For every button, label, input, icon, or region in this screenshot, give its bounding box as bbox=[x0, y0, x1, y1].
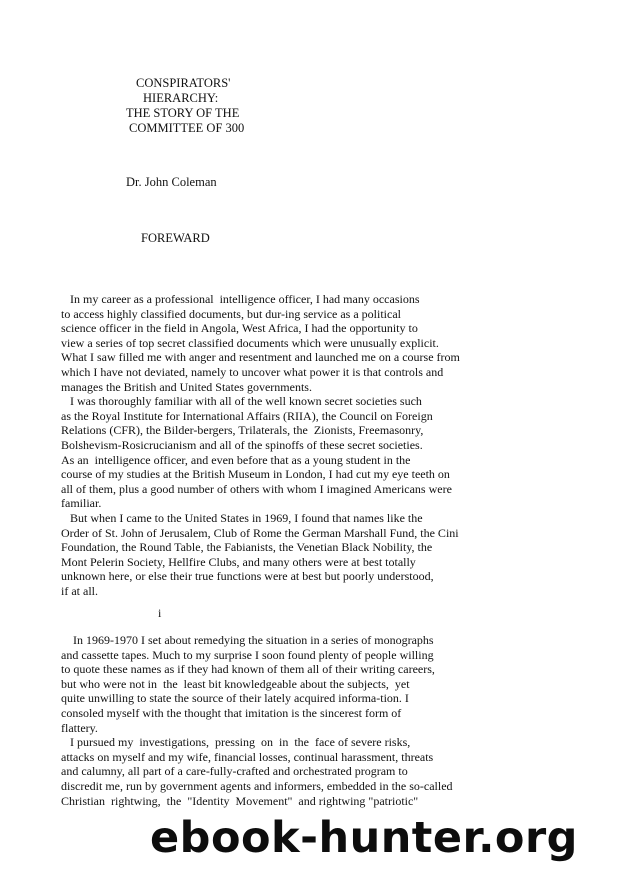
text-line: which I have not deviated, namely to uncover what power it is that controls and bbox=[61, 364, 444, 379]
text-line: quite unwilling to state the source of their lately acquired informa-tion. I bbox=[61, 691, 409, 706]
text-line: In my career as a professional intelligence officer, I had many occasions bbox=[61, 292, 420, 306]
text-line: discredit me, run by government agents and informers, embedded in the so-called bbox=[61, 778, 453, 793]
text-line: I pursued my investigations, pressing on in the face of severe risks, bbox=[61, 735, 411, 750]
text-line: familiar. bbox=[61, 496, 102, 511]
text-line: flattery. bbox=[61, 720, 98, 735]
text-line: but who were not in the least bit knowledgeable about the subjects, yet bbox=[61, 676, 410, 691]
section-heading: FOREWARD bbox=[141, 231, 210, 245]
text-line: unknown here, or else their true functions were at best but poorly understood, bbox=[61, 569, 434, 584]
text-line: and cassette tapes. Much to my surprise I soon found plenty of people willing bbox=[61, 647, 434, 662]
text-line: all of them, plus a good number of others with whom I imagined Americans were bbox=[61, 481, 452, 496]
text-line: Foundation, the Round Table, the Fabianists, the Venetian Black Nobility, the bbox=[61, 540, 433, 555]
text-line: Relations (CFR), the Bilder-bergers, Trilaterals, the Zionists, Freemasonry, bbox=[61, 423, 424, 438]
text-line: Mont Pelerin Society, Hellfire Clubs, and many others were at best totally bbox=[61, 554, 416, 569]
title-line: CONSPIRATORS' bbox=[136, 76, 231, 90]
title-line: HIERARCHY: bbox=[143, 91, 219, 105]
text-line: I was thoroughly familiar with all of the well known secret societies such bbox=[61, 394, 422, 409]
text-line: Christian rightwing, the "Identity Movement" and rightwing "patriotic" bbox=[61, 793, 419, 808]
text-line: course of my studies at the British Museum in London, I had cut my eye teeth on bbox=[61, 467, 450, 482]
text-line: consoled myself with the thought that imitation is the sincerest form of bbox=[61, 705, 402, 720]
text-line: manages the British and United States governments. bbox=[61, 379, 312, 394]
text-line: view a series of top secret classified documents which were unusually explicit. bbox=[61, 335, 439, 350]
watermark-logo: ebook-hunter.org bbox=[150, 813, 578, 863]
text-line: science officer in the field in Angola, West Africa, I had the opportunity to bbox=[61, 321, 418, 336]
foreword-text-block-1 bbox=[61, 292, 460, 598]
title-line: THE STORY OF THE bbox=[126, 106, 240, 120]
text-line: But when I came to the United States in 1969, I found that names like the bbox=[61, 510, 423, 525]
text-line: Bolshevism-Rosicrucianism and all of the spinoffs of these secret societies. bbox=[61, 437, 423, 452]
foreword-text-block-2 bbox=[61, 633, 453, 808]
text-line: if at all. bbox=[61, 583, 98, 598]
text-line: as the Royal Institute for International Affairs (RIIA), the Council on Foreign bbox=[61, 408, 433, 423]
page-number: i bbox=[158, 606, 162, 620]
text-line: and calumny, all part of a care-fully-crafted and orchestrated program to bbox=[61, 764, 408, 779]
text-line: As an intelligence officer, and even before that as a young student in the bbox=[61, 452, 411, 467]
text-line: Order of St. John of Jerusalem, Club of Rome the German Marshall Fund, the Cini bbox=[61, 525, 459, 540]
author-name: Dr. John Coleman bbox=[126, 175, 217, 189]
text-line: What I saw filled me with anger and resentment and launched me on a course from bbox=[61, 350, 460, 365]
text-line: to quote these names as if they had known of them all of their writing careers, bbox=[61, 662, 435, 677]
title-line: COMMITTEE OF 300 bbox=[129, 121, 245, 135]
text-line: attacks on myself and my wife, financial losses, continual harassment, threats bbox=[61, 749, 434, 764]
text-line: to access highly classified documents, but dur-ing service as a political bbox=[61, 306, 401, 321]
book-title bbox=[0, 76, 621, 136]
text-line: In 1969-1970 I set about remedying the situation in a series of monographs bbox=[61, 633, 434, 647]
